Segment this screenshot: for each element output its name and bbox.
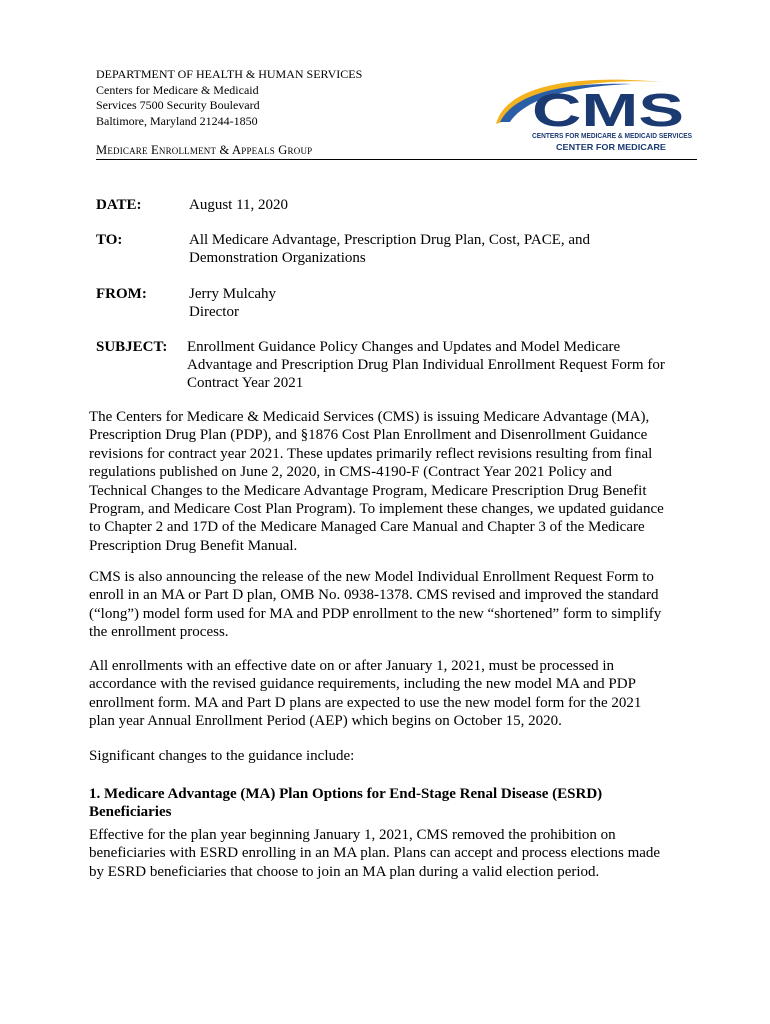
text-line: by ESRD beneficiaries that choose to join an MA plan during a valid election period. xyxy=(89,863,600,880)
text-line: Technical Changes to the Medicare Advantage Program, Medicare Prescription Drug Benefit xyxy=(89,482,647,499)
group-name: Medicare Enrollment & Appeals Group xyxy=(96,143,313,157)
text-line: All enrollments with an effective date on or after January 1, 2021, must be processed in xyxy=(89,658,614,674)
subject-line: Contract Year 2021 xyxy=(187,375,304,391)
logo-line-2: CENTER FOR MEDICARE xyxy=(556,142,667,152)
date-label: DATE: xyxy=(96,197,142,213)
text-line: Program, and Medicare Cost Plan Program). To implement these changes, we updated guidance xyxy=(89,501,664,518)
text-line: accordance with the revised guidance requirements, including the new model MA and PDP xyxy=(89,676,636,693)
to-line: Demonstration Organizations xyxy=(189,250,366,266)
text-line: regulations published on June 2, 2020, in CMS-4190-F (Contract Year 2021 Policy and xyxy=(89,464,612,481)
paragraph-intro xyxy=(89,408,689,555)
subject-line: Advantage and Prescription Drug Plan Individual Enrollment Request Form for xyxy=(187,357,665,373)
text-line: (“long”) model form used for MA and PDP enrollment to the new “shortened” form to simplify xyxy=(89,605,662,622)
logo-wordmark: CMS xyxy=(532,84,684,136)
from-title: Director xyxy=(189,304,239,320)
text-line: the enrollment process. xyxy=(89,624,229,641)
text-line: Significant changes to the guidance include: xyxy=(89,748,355,764)
subject-label: SUBJECT: xyxy=(96,339,168,355)
paragraph-model-form xyxy=(89,568,689,642)
text-line: plan year Annual Enrollment Period (AEP) which begins on October 15, 2020. xyxy=(89,713,562,730)
text-line: enroll in an MA or Part D plan, OMB No. 0938-1378. CMS revised and improved the standard xyxy=(89,587,659,604)
text-line: Prescription Drug Plan (PDP), and §1876 Cost Plan Enrollment and Disenrollment Guidance xyxy=(89,427,648,444)
logo-line-1: CENTERS FOR MEDICARE & MEDICAID SERVICES xyxy=(532,133,693,140)
cms-logo xyxy=(492,76,697,156)
from-name: Jerry Mulcahy xyxy=(189,286,277,302)
text-line: The Centers for Medicare & Medicaid Services (CMS) is issuing Medicare Advantage (MA), xyxy=(89,409,650,425)
text-line: beneficiaries with ESRD enrolling in an MA plan. Plans can accept and process elections made xyxy=(89,845,661,862)
heading-line: 1. Medicare Advantage (MA) Plan Options for End-Stage Renal Disease (ESRD) xyxy=(89,786,603,802)
address-line: Services 7500 Security Boulevard xyxy=(96,98,260,112)
from-label: FROM: xyxy=(96,286,147,302)
to-label: TO: xyxy=(96,232,123,248)
agency-address xyxy=(96,67,362,129)
text-line: enrollment form. MA and Part D plans are expected to use the new model form for the 2021 xyxy=(89,694,642,711)
address-line: Centers for Medicare & Medicaid xyxy=(96,82,259,97)
text-line: Prescription Drug Benefit Manual. xyxy=(89,537,298,554)
section-heading-esrd xyxy=(89,785,689,822)
subject-line: Enrollment Guidance Policy Changes and Updates and Model Medicare xyxy=(187,339,621,355)
address-line: DEPARTMENT OF HEALTH & HUMAN SERVICES xyxy=(96,67,363,81)
text-line: to Chapter 2 and 17D of the Medicare Managed Care Manual and Chapter 3 of the Medicare xyxy=(89,519,645,536)
address-line: Baltimore, Maryland 21244-1850 xyxy=(96,113,258,128)
paragraph-effective-date xyxy=(89,657,689,731)
text-line: revisions for contract year 2021. These updates primarily reflect revisions resulting from final xyxy=(89,445,653,462)
paragraph-changes-intro xyxy=(89,747,689,765)
heading-line: Beneficiaries xyxy=(89,804,172,821)
to-line: All Medicare Advantage, Prescription Drug Plan, Cost, PACE, and xyxy=(189,232,591,248)
text-line: CMS is also announcing the release of the new Model Individual Enrollment Request Form to xyxy=(89,569,654,585)
paragraph-esrd xyxy=(89,826,689,881)
header-divider xyxy=(96,159,697,160)
text-line: Effective for the plan year beginning January 1, 2021, CMS removed the prohibition on xyxy=(89,827,616,843)
date-value: August 11, 2020 xyxy=(189,197,289,213)
